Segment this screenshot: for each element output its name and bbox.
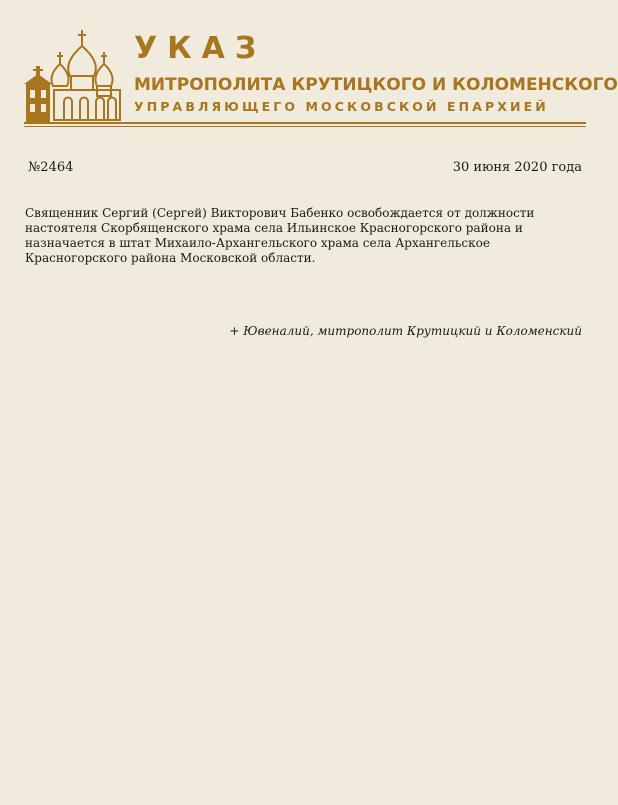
- document-header: [24, 28, 618, 128]
- header-divider: [24, 122, 586, 124]
- decree-number: №2464: [28, 160, 74, 175]
- decree-title: УКАЗ: [134, 31, 267, 66]
- issuer-title: МИТРОПОЛИТА КРУТИЦКОГО И КОЛОМЕНСКОГО: [134, 75, 618, 95]
- diocese-title: УПРАВЛЯЮЩЕГО МОСКОВСКОЙ ЕПАРХИЕЙ: [134, 99, 549, 114]
- church-icon: [24, 28, 124, 124]
- decree-body: Священник Сергий (Сергей) Викторович Бабенко освобождается от должности настоятеля Скорбященского храма села Ильинское Красногорского района и назначается в штат Михаило-Архангельского храма села Архангельское Красногорского района Московской области.: [25, 206, 535, 265]
- header-divider-thin: [24, 126, 586, 127]
- decree-date: 30 июня 2020 года: [452, 160, 582, 175]
- signature: + Ювеналий, митрополит Крутицкий и Коломенский: [229, 324, 582, 338]
